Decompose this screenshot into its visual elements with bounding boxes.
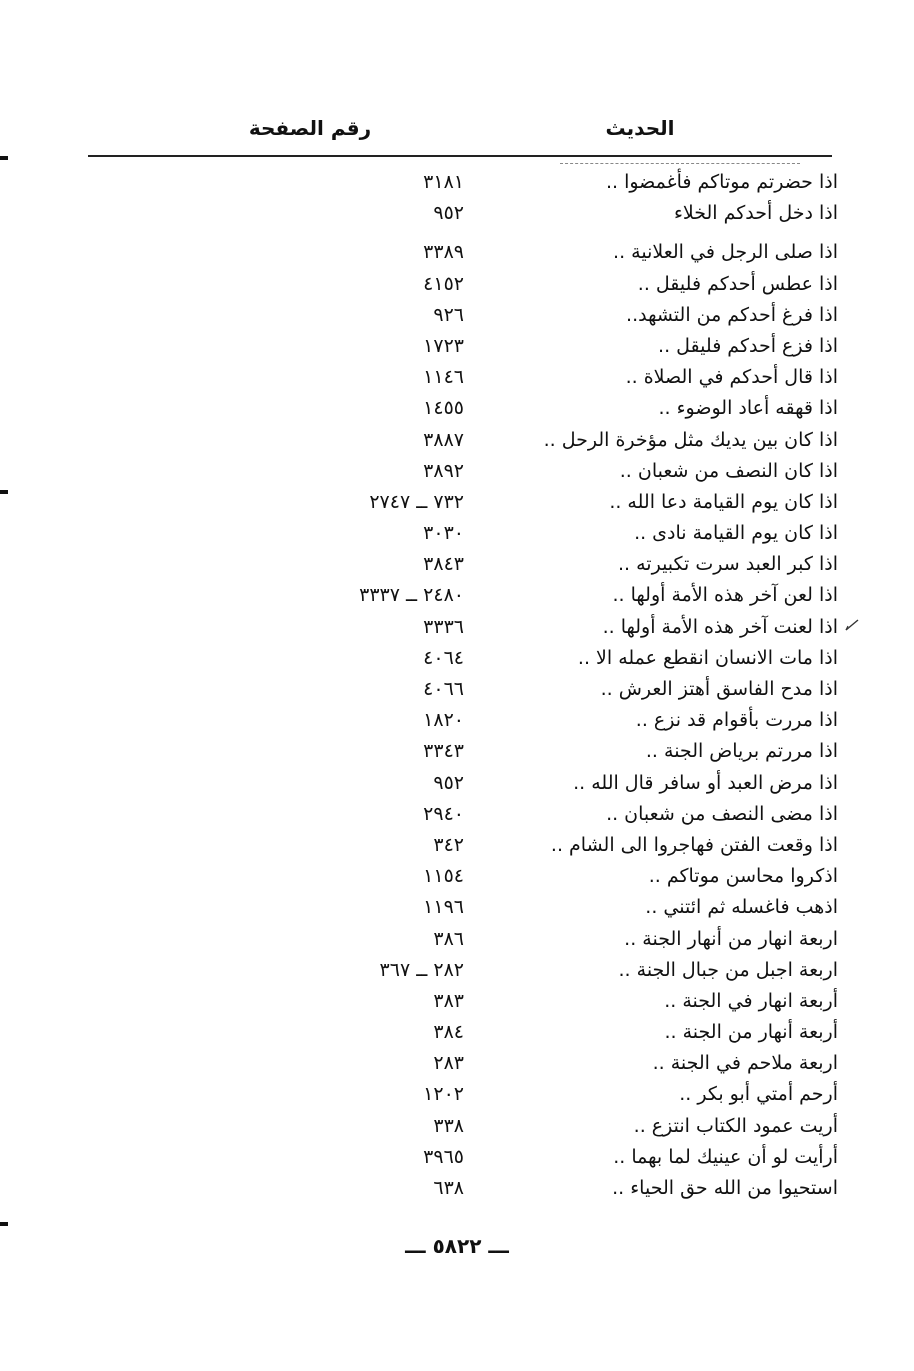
page-reference: ٣٨٩٢ [423,459,464,482]
page-reference: ٣٨٤٣ [423,553,464,576]
hadith-text: اذا مضى النصف من شعبان .. [606,802,838,825]
list-item [0,426,914,457]
list-item [0,706,914,737]
scan-edge-mark [0,490,8,494]
page-reference: ١٢٠٢ [423,1083,464,1106]
page-reference: ٣٣٨٩ [423,241,464,264]
page-reference: ٣٨٦ [433,927,464,950]
scan-edge-mark [0,1222,8,1226]
hadith-text: أربعة انهار في الجنة .. [664,989,838,1012]
hadith-text: اذا قهقه أعاد الوضوء .. [658,397,838,420]
hadith-index-list [0,168,914,1205]
page-reference: ١١٩٦ [423,896,464,919]
page-reference: ٣٣٨ [433,1114,464,1137]
list-item [0,1080,914,1111]
page-reference: ٣٨٨٧ [423,428,464,451]
list-item [0,301,914,332]
pencil-check-mark-icon [845,618,859,632]
hadith-text: أريت عمود الكتاب انتزع .. [633,1114,838,1137]
column-header-hadith: الحديث [605,116,675,140]
hadith-text: اذا كان يوم القيامة دعا الله .. [609,490,838,513]
hadith-text: اذا كبر العبد سرت تكبيرته .. [618,553,838,576]
hadith-text: اذا حضرتم موتاكم فأغمضوا .. [605,171,838,193]
list-item [0,1112,914,1143]
hadith-text: أربعة أنهار من الجنة .. [664,1021,838,1044]
list-item [0,769,914,800]
hadith-text: اربعة انهار من أنهار الجنة .. [624,927,838,950]
list-item [0,394,914,425]
list-item [0,613,914,644]
page-reference: ٣٩٦٥ [423,1145,464,1168]
list-item [0,550,914,581]
hadith-text: اربعة اجبل من جبال الجنة .. [618,958,838,981]
list-item [0,199,914,230]
page-reference: ١٨٢٠ [423,709,464,732]
hadith-text: اذا كان بين يديك مثل مؤخرة الرحل .. [543,428,838,451]
page-reference: ٢٤٨٠ ــ ٣٣٣٧ [359,584,464,607]
hadith-text: اذا فزع أحدكم فليقل .. [658,334,838,357]
hadith-text: اذا عطس أحدكم فليقل .. [637,272,838,295]
list-item [0,956,914,987]
list-item [0,519,914,550]
list-item [0,1049,914,1080]
page-reference: ٢٨٢ ــ ٣٦٧ [379,958,464,981]
list-item [0,581,914,612]
hadith-text: اذا لعن آخر هذه الأمة أولها .. [612,584,838,607]
hadith-text: اذا فرغ أحدكم من التشهد.. [626,303,838,326]
hadith-text: اذا مررتم برياض الجنة .. [645,740,838,763]
list-item [0,862,914,893]
hadith-text: اذا صلى الرجل في العلانية .. [613,241,838,264]
hadith-text: اذهب فاغسله ثم ائتني .. [645,896,838,919]
page-reference: ١١٥٤ [423,865,464,888]
page-reference: ٩٢٦ [433,303,464,326]
list-item [0,1143,914,1174]
hadith-text: اذا كان يوم القيامة نادى .. [634,522,838,545]
page-number-footer: ـــ ٥٨٢٢ ـــ [405,1234,509,1258]
list-gap [0,230,914,238]
hadith-text: اذا مرض العبد أو سافر قال الله .. [573,771,838,794]
hadith-text: اذا كان النصف من شعبان .. [619,459,838,482]
page-reference: ٦٣٨ [433,1177,464,1199]
hadith-text: استحيوا من الله حق الحياء .. [612,1177,838,1199]
hadith-text: اذا مات الانسان انقطع عمله الا .. [577,646,838,669]
list-item [0,925,914,956]
hadith-text: اذا دخل أحدكم الخلاء [673,202,838,225]
page-reference: ١١٤٦ [423,366,464,389]
list-item [0,893,914,924]
list-item [0,800,914,831]
list-item [0,644,914,675]
page-reference: ٣٠٣٠ [423,522,464,545]
page-reference: ٣١٨١ [423,171,464,193]
hadith-text: اذكروا محاسن موتاكم .. [648,865,838,888]
hadith-text: أرحم أمتي أبو بكر .. [679,1083,838,1106]
list-item [0,488,914,519]
page-reference: ٢٨٣ [433,1052,464,1075]
page-reference: ٣٤٢ [433,833,464,856]
page-reference: ٣٣٤٣ [423,740,464,763]
header-rule [88,155,832,157]
list-item [0,1018,914,1049]
list-item [0,457,914,488]
page-reference: ٤٠٦٤ [423,646,464,669]
list-item [0,1174,914,1205]
hadith-text: اذا وقعت الفتن فهاجروا الى الشام .. [550,833,838,856]
list-item [0,987,914,1018]
page-reference: ٣٣٣٦ [423,615,464,638]
header-rule-dashed [560,163,800,164]
hadith-text: اذا مدح الفاسق أهتز العرش .. [600,678,838,700]
list-item [0,168,914,199]
scan-edge-mark [0,156,8,160]
hadith-text: اذا مررت بأقوام قد نزع .. [635,709,838,732]
list-item [0,737,914,768]
list-item [0,831,914,862]
hadith-text: أرأيت لو أن عينيك لما بهما .. [613,1145,838,1168]
hadith-text: اذا لعنت آخر هذه الأمة أولها .. [602,615,838,638]
list-item [0,675,914,706]
page-reference: ٢٩٤٠ [423,802,464,825]
page-reference: ٩٥٢ [433,771,464,794]
list-item [0,238,914,269]
page-reference: ٣٨٤ [433,1021,464,1044]
page-reference: ٤١٥٢ [423,272,464,295]
page-reference: ٣٨٣ [433,989,464,1012]
page-reference: ٧٣٢ ــ ٢٧٤٧ [369,490,464,513]
hadith-text: اربعة ملاحم في الجنة .. [652,1052,838,1075]
page-reference: ١٤٥٥ [423,397,464,420]
hadith-text: اذا قال أحدكم في الصلاة .. [625,366,838,389]
list-item [0,270,914,301]
page-reference: ٩٥٢ [433,202,464,225]
list-item [0,332,914,363]
page-reference: ١٧٢٣ [423,334,464,357]
page-reference: ٤٠٦٦ [423,678,464,700]
list-item [0,363,914,394]
column-header-page-number: رقم الصفحة [248,116,372,140]
